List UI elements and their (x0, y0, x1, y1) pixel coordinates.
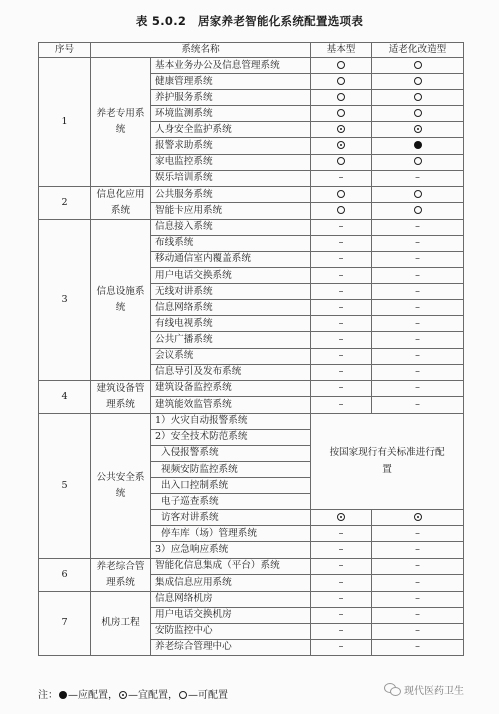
system-name: 安防监控中心 (151, 623, 311, 639)
system-name: 1）火灾自动报警系统 (151, 413, 311, 429)
basic-mark (311, 526, 372, 542)
system-name: 智能化信息集成（平台）系统 (151, 558, 311, 575)
config-note (311, 413, 464, 510)
dash-mark: – (415, 382, 420, 394)
legend-recommended: —宜配置， (128, 690, 178, 701)
dash-mark: – (415, 172, 420, 184)
dash-mark: – (338, 382, 344, 394)
system-name: 停车库（场）管理系统 (151, 526, 311, 542)
aging-mark (372, 138, 464, 154)
table-body (39, 58, 464, 656)
dash-mark: – (415, 285, 420, 297)
row-seq: 7 (39, 591, 91, 655)
dash-mark: – (415, 625, 420, 637)
basic-mark (311, 380, 372, 397)
dash-mark: – (415, 543, 420, 555)
system-name: 集成信息应用系统 (151, 575, 311, 592)
basic-mark (311, 90, 372, 106)
basic-mark (311, 332, 372, 348)
recommended-dot-circle-icon (119, 691, 127, 699)
aging-mark (372, 300, 464, 316)
header-basic: 基本型 (311, 43, 372, 58)
table-title: 表 5.0.2 居家养老智能化系统配置选项表 (135, 14, 364, 28)
recommended-dot-circle-icon (414, 513, 422, 521)
basic-mark (311, 316, 372, 332)
dash-mark: – (338, 543, 344, 555)
dash-mark: – (338, 366, 344, 378)
aging-mark (372, 203, 464, 220)
basic-mark (311, 219, 372, 235)
system-name: 公共服务系统 (151, 186, 311, 203)
system-name: 养老综合管理中心 (151, 639, 311, 655)
dash-mark: – (338, 285, 344, 297)
dash-mark: – (415, 641, 420, 653)
optional-circle-icon (337, 77, 345, 85)
table-row (39, 558, 464, 575)
dash-mark: – (415, 317, 420, 329)
system-name: 电子巡查系统 (151, 494, 311, 510)
aging-mark (372, 74, 464, 90)
aging-mark (372, 170, 464, 186)
row-seq: 6 (39, 558, 91, 591)
basic-mark (311, 106, 372, 122)
recommended-dot-circle-icon (337, 141, 345, 149)
system-name: 家电监控系统 (151, 154, 311, 170)
basic-mark (311, 575, 372, 592)
basic-mark (311, 510, 372, 526)
system-name: 人身安全监护系统 (151, 122, 311, 138)
aging-mark (372, 526, 464, 542)
aging-mark (372, 219, 464, 235)
aging-mark (372, 186, 464, 203)
dash-mark: – (338, 253, 344, 265)
dash-mark: – (415, 253, 420, 265)
system-name: 信息接入系统 (151, 219, 311, 235)
dash-mark: – (415, 609, 420, 621)
aging-mark (372, 639, 464, 655)
watermark-text: 现代医药卫生 (404, 686, 464, 697)
aging-mark (372, 316, 464, 332)
row-seq: 3 (39, 219, 91, 380)
dash-mark: – (338, 172, 344, 184)
system-name: 智能卡应用系统 (151, 203, 311, 220)
basic-mark (311, 235, 372, 251)
system-name: 养护服务系统 (151, 90, 311, 106)
wechat-icon (384, 683, 400, 696)
basic-mark (311, 154, 372, 170)
basic-mark (311, 542, 372, 558)
dash-mark: – (338, 576, 344, 588)
system-name: 访客对讲系统 (151, 510, 311, 526)
system-name: 信息导引及发布系统 (151, 364, 311, 380)
row-category: 公共安全系统 (91, 413, 151, 558)
aging-mark (372, 542, 464, 558)
dash-mark: – (338, 317, 344, 329)
dash-mark: – (338, 269, 344, 281)
basic-mark (311, 364, 372, 380)
watermark (384, 682, 464, 697)
basic-mark (311, 268, 372, 284)
dash-mark: – (338, 350, 344, 362)
basic-mark (311, 203, 372, 220)
system-name: 布线系统 (151, 235, 311, 251)
system-name: 3）应急响应系统 (151, 542, 311, 558)
dash-mark: – (338, 641, 344, 653)
legend-optional: —可配置 (188, 690, 228, 701)
dash-mark: – (415, 398, 420, 410)
dash-mark: – (415, 560, 420, 572)
dash-mark: – (415, 269, 420, 281)
required-dot-icon (59, 691, 67, 699)
optional-circle-icon (179, 691, 187, 699)
aging-mark (372, 575, 464, 592)
system-name: 环境监测系统 (151, 106, 311, 122)
aging-mark (372, 268, 464, 284)
system-name: 建筑能效监管系统 (151, 397, 311, 414)
aging-mark (372, 607, 464, 623)
dash-mark: – (415, 527, 420, 539)
dash-mark: – (415, 366, 420, 378)
optional-circle-icon (337, 206, 345, 214)
config-note-text: 按国家现行有关标准进行配置 (329, 447, 445, 476)
system-name: 信息网络机房 (151, 591, 311, 607)
row-category: 信息设施系统 (91, 219, 151, 380)
basic-mark (311, 251, 372, 267)
dash-mark: – (338, 625, 344, 637)
dash-mark: – (338, 398, 344, 410)
dash-mark: – (338, 527, 344, 539)
dash-mark: – (415, 576, 420, 588)
header-seq: 序号 (39, 43, 91, 58)
dash-mark: – (415, 350, 420, 362)
table-row (39, 380, 464, 397)
optional-circle-icon (414, 190, 422, 198)
system-name: 有线电视系统 (151, 316, 311, 332)
recommended-dot-circle-icon (414, 125, 422, 133)
aging-mark (372, 591, 464, 607)
basic-mark (311, 122, 372, 138)
optional-circle-icon (414, 93, 422, 101)
row-seq: 4 (39, 380, 91, 413)
aging-mark (372, 364, 464, 380)
basic-mark (311, 623, 372, 639)
config-table (38, 42, 464, 656)
dash-mark: – (338, 221, 344, 233)
legend-prefix: 注： (38, 690, 58, 701)
recommended-dot-circle-icon (337, 125, 345, 133)
aging-mark (372, 397, 464, 414)
aging-mark (372, 558, 464, 575)
aging-mark (372, 106, 464, 122)
optional-circle-icon (337, 93, 345, 101)
basic-mark (311, 639, 372, 655)
dash-mark: – (415, 333, 420, 345)
dash-mark: – (338, 609, 344, 621)
system-name: 公共广播系统 (151, 332, 311, 348)
header-system-name: 系统名称 (91, 43, 311, 58)
optional-circle-icon (414, 157, 422, 165)
optional-circle-icon (414, 206, 422, 214)
basic-mark (311, 607, 372, 623)
row-category: 建筑设备管理系统 (91, 380, 151, 413)
row-category: 养老专用系统 (91, 58, 151, 187)
system-name: 报警求助系统 (151, 138, 311, 154)
aging-mark (372, 154, 464, 170)
aging-mark (372, 510, 464, 526)
aging-mark (372, 380, 464, 397)
optional-circle-icon (414, 61, 422, 69)
aging-mark (372, 332, 464, 348)
row-seq: 1 (39, 58, 91, 187)
basic-mark (311, 74, 372, 90)
basic-mark (311, 591, 372, 607)
optional-circle-icon (414, 77, 422, 85)
system-name: 信息网络系统 (151, 300, 311, 316)
dash-mark: – (338, 237, 344, 249)
dash-mark: – (415, 301, 420, 313)
dash-mark: – (338, 560, 344, 572)
table-row (39, 58, 464, 74)
dash-mark: – (338, 333, 344, 345)
aging-mark (372, 58, 464, 74)
system-name: 入侵报警系统 (151, 445, 311, 461)
basic-mark (311, 284, 372, 300)
aging-mark (372, 235, 464, 251)
dash-mark: – (415, 237, 420, 249)
basic-mark (311, 348, 372, 364)
basic-mark (311, 397, 372, 414)
header-aging: 适老化改造型 (372, 43, 464, 58)
row-category: 养老综合管理系统 (91, 558, 151, 591)
optional-circle-icon (337, 157, 345, 165)
required-dot-icon (414, 141, 422, 149)
optional-circle-icon (337, 190, 345, 198)
system-name: 会议系统 (151, 348, 311, 364)
row-category: 机房工程 (91, 591, 151, 655)
row-category: 信息化应用系统 (91, 186, 151, 219)
dash-mark: – (338, 593, 344, 605)
table-row (39, 219, 464, 235)
header-row (39, 43, 464, 58)
aging-mark (372, 284, 464, 300)
aging-mark (372, 348, 464, 364)
row-seq: 5 (39, 413, 91, 558)
aging-mark (372, 251, 464, 267)
system-name: 娱乐培训系统 (151, 170, 311, 186)
basic-mark (311, 300, 372, 316)
basic-mark (311, 58, 372, 74)
aging-mark (372, 90, 464, 106)
dash-mark: – (415, 221, 420, 233)
system-name: 基本业务办公及信息管理系统 (151, 58, 311, 74)
table-row (39, 591, 464, 607)
row-seq: 2 (39, 186, 91, 219)
basic-mark (311, 138, 372, 154)
table-row (39, 413, 464, 429)
system-name: 建筑设备监控系统 (151, 380, 311, 397)
dash-mark: – (415, 593, 420, 605)
optional-circle-icon (337, 61, 345, 69)
aging-mark (372, 122, 464, 138)
legend-note (38, 686, 228, 701)
system-name: 健康管理系统 (151, 74, 311, 90)
system-name: 用户电话交换系统 (151, 268, 311, 284)
aging-mark (372, 623, 464, 639)
system-name: 无线对讲系统 (151, 284, 311, 300)
system-name: 2）安全技术防范系统 (151, 429, 311, 445)
recommended-dot-circle-icon (337, 513, 345, 521)
optional-circle-icon (337, 109, 345, 117)
dash-mark: – (338, 301, 344, 313)
system-name: 视频安防监控系统 (151, 461, 311, 477)
system-name: 出入口控制系统 (151, 478, 311, 494)
basic-mark (311, 558, 372, 575)
basic-mark (311, 170, 372, 186)
legend-required: —应配置， (68, 690, 118, 701)
system-name: 用户电话交换机房 (151, 607, 311, 623)
system-name: 移动通信室内覆盖系统 (151, 251, 311, 267)
basic-mark (311, 186, 372, 203)
table-row (39, 186, 464, 203)
optional-circle-icon (414, 109, 422, 117)
